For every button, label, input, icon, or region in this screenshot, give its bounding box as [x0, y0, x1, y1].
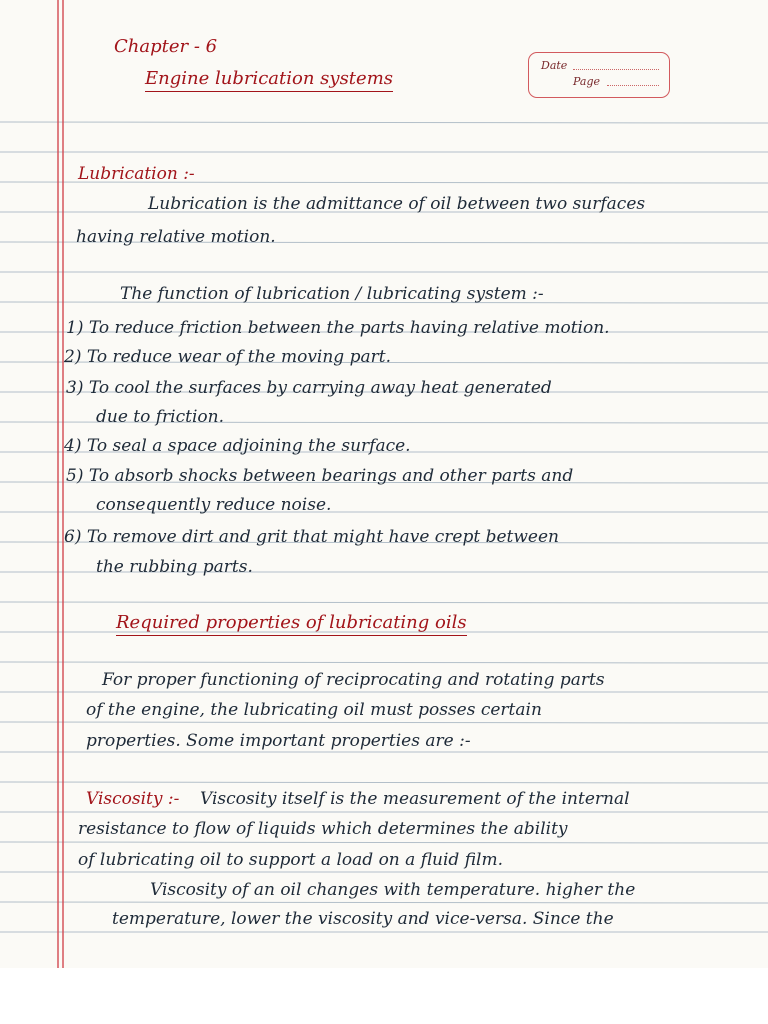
heading-viscosity: Viscosity :-	[86, 789, 180, 809]
list-item: 3) To cool the surfaces by carrying away heat generated	[66, 378, 552, 398]
text-line: properties. Some important properties are :-	[86, 731, 471, 751]
list-item: 4) To seal a space adjoining the surface.	[64, 436, 411, 456]
list-item: 6) To remove dirt and grit that might have crept between	[64, 527, 560, 547]
list-item-continued: the rubbing parts.	[96, 557, 253, 577]
text-line: Viscosity itself is the measurement of the internal	[200, 789, 630, 809]
text-line: Viscosity of an oil changes with temperature. higher the	[150, 880, 636, 900]
ruled-line	[0, 602, 768, 603]
text-line: temperature, lower the viscosity and vice-versa. Since the	[112, 909, 614, 929]
list-item: 5) To absorb shocks between bearings and other parts and	[66, 466, 574, 486]
heading-lubrication: Lubrication :-	[78, 164, 195, 184]
ruled-line	[0, 122, 768, 123]
ruled-line	[0, 722, 768, 723]
text-line: Lubrication is the admittance of oil between two surfaces	[148, 194, 646, 214]
stamp-page-label: Page	[573, 75, 601, 88]
stamp-date-label: Date	[541, 59, 568, 72]
function-heading: The function of lubrication / lubricating system :-	[120, 284, 544, 304]
ruled-line	[0, 842, 768, 843]
chapter-title: Engine lubrication systems	[145, 68, 393, 92]
text-line: having relative motion.	[76, 227, 276, 247]
text-line: of lubricating oil to support a load on a fluid film.	[78, 850, 504, 870]
list-item: 2) To reduce wear of the moving part.	[64, 347, 391, 367]
list-item-continued: consequently reduce noise.	[96, 495, 332, 515]
chapter-number: Chapter - 6	[114, 36, 218, 57]
list-item-continued: due to friction.	[96, 407, 224, 427]
text-line: For proper functioning of reciprocating and rotating parts	[102, 670, 605, 690]
date-page-stamp	[528, 52, 670, 98]
ruled-line	[0, 782, 768, 783]
list-item: 1) To reduce friction between the parts having relative motion.	[66, 318, 610, 338]
ruled-line	[0, 902, 768, 903]
heading-required-properties: Required properties of lubricating oils	[116, 612, 467, 636]
ruled-line	[0, 662, 768, 663]
text-line: resistance to flow of liquids which determines the ability	[78, 819, 568, 839]
text-line: of the engine, the lubricating oil must posses certain	[86, 700, 542, 720]
page-bottom-border	[0, 968, 768, 1024]
